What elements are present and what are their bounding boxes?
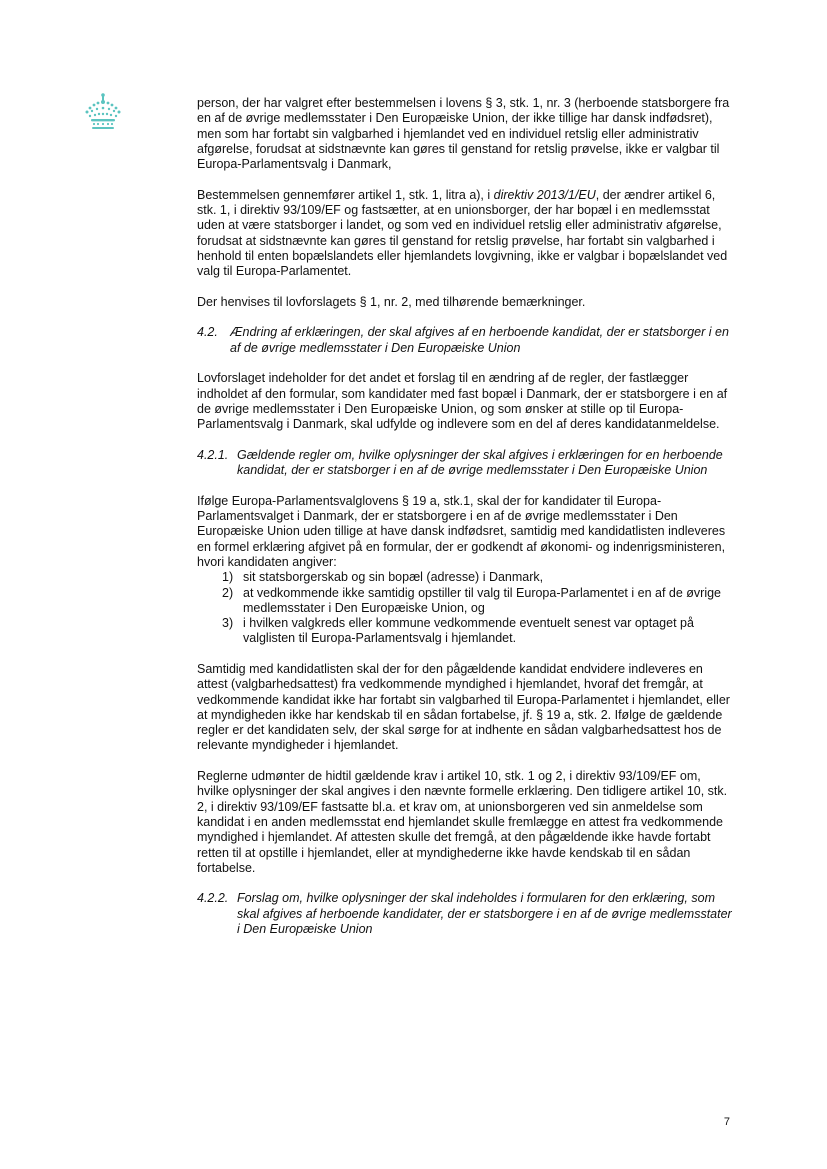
paragraph: Lovforslaget indeholder for det andet et forslag til en ændring af de regler, der fastlægger indholdet af den formular, som kandidater med fast bopæl i Danmark, der er statsborgere i en af de øvrige medlemsstater i Den Europæiske Union, og som ønsker at stille op til Europa-Parlamentsvalg i Danmark, skal udfylde og indlevere som en del af deres kandidatanmeldelse.	[197, 371, 728, 432]
crown-icon	[84, 92, 122, 130]
list-item	[197, 616, 733, 647]
list-text: i hvilken valgkreds eller kommune vedkommende eventuelt senest var optaget på valglisten til Europa-Parlamentsvalg i hjemlandet.	[243, 616, 694, 646]
requirements-list	[197, 570, 733, 646]
section-number: 4.2.	[197, 325, 218, 340]
list-number: 2)	[222, 585, 234, 600]
section-heading	[197, 325, 733, 356]
list-number: 1)	[222, 570, 234, 585]
section-title: Forslag om, hvilke oplysninger der skal indeholdes i formularen for den erklæring, som skal afgives af herboende kandidater, der er statsborgere i en af de øvrige medlemsstater i Den Europæiske Union	[237, 891, 732, 937]
section-number: 4.2.2.	[197, 891, 229, 906]
paragraph: Reglerne udmønter de hidtil gældende krav i artikel 10, stk. 1 og 2, i direktiv 93/109/EF om, hvilke oplysninger der skal angives i den nævnte formelle erklæring. Den tidligere artikel 10, stk. 2, i direktiv 93/109/EF fastsatte bl.a. et krav om, at unionsborgeren ved sin anmeldelse som kandidat i en anden medlemsstat end hjemlandet skulle fremlægge en attest fra vedkommende myndighed i hjemlandet. Af attesten skulle det fremgå, at den pågældende ikke havde fortabt retten til at opstille i hjemlandet, eller at myndighederne ikke havde kendskab til en sådan fortabelse.	[197, 769, 728, 875]
page-number: 7	[723, 1116, 730, 1128]
section-heading	[197, 448, 733, 479]
section-heading	[197, 891, 733, 937]
paragraph: Der henvises til lovforslagets § 1, nr. 2, med tilhørende bemærkninger.	[197, 294, 586, 309]
list-number: 3)	[222, 616, 234, 631]
list-text: sit statsborgerskab og sin bopæl (adresse) i Danmark,	[243, 570, 544, 585]
section-title: Gældende regler om, hvilke oplysninger der skal afgives i erklæringen for en herboende kandidat, der er statsborger i en af de øvrige medlemsstater i Den Europæiske Union	[237, 447, 723, 478]
paragraph: person, der har valgret efter bestemmelsen i lovens § 3, stk. 1, nr. 3 (herboende statsborgere fra en af de øvrige medlemsstater i Den Europæiske Union, der ikke tillige har dansk indfødsret), men som har fortabt sin valgbarhed i hjemlandet ved en individuel retslig eller administrativ afgørelse, forudsat at sidstnævnte kan gøres til genstand for retslig prøvelse, ikke er valgbar til Europa-Parlamentsvalg i Danmark,	[197, 96, 730, 172]
list-item	[197, 586, 733, 617]
section-number: 4.2.1.	[197, 447, 229, 462]
paragraph: Bestemmelsen gennemfører artikel 1, stk. 1, litra a), i direktiv 2013/1/EU, der ændrer artikel 6, stk. 1, i direktiv 93/109/EF og fastsætter, at en unionsborger, der har bopæl i en medlemsstat uden at være statsborger i landet, og som ved en individuel retslig eller administrativ afgørelse, forudsat at sidstnævnte kan gøres til genstand for retslig prøvelse, har fortabt sin valgbarhed i henhold til enten bopælslandets eller hjemlandets lovgivning, ikke er valgbar i bopælslandet ved valg til Europa-Parlamentet.	[197, 187, 728, 279]
section-title: Ændring af erklæringen, der skal afgives af en herboende kandidat, der er statsborger i en af de øvrige medlemsstater i Den Europæiske Union	[230, 325, 729, 355]
list-text: at vedkommende ikke samtidig opstiller til valg til Europa-Parlamentet i en af de øvrige medlemsstater i Den Europæiske Union, og	[243, 585, 721, 615]
document-body	[197, 96, 733, 953]
list-item	[197, 570, 733, 585]
paragraph: Samtidig med kandidatlisten skal der for den pågældende kandidat endvidere indleveres en attest (valgbarhedsattest) fra vedkommende myndighed i hjemlandet, hvoraf det fremgår, at vedkommende kandidat ikke har fortabt sin valgbarhed til Europa-Parlamentet i hjemlandet, eller at myndigheden ikke har kendskab til en sådan fortabelse, jf. § 19 a, stk. 2. Ifølge de gældende regler er det kandidaten selv, der skal sørge for at indhente en sådan valgbarhedsattest hos de relevante myndigheder i hjemlandet.	[197, 661, 730, 753]
paragraph: Ifølge Europa-Parlamentsvalglovens § 19 a, stk.1, skal der for kandidater til Europa-Parlamentsvalget i Danmark, der er statsborgere i en af de øvrige medlemsstater i Den Europæiske Union uden tillige at have dansk indfødsret, samtidig med kandidatlisten indleveres en formel erklæring afgivet på en formular, der er godkendt af økonomi- og indenrigsministeren, hvori kandidaten angiver:	[197, 493, 726, 569]
